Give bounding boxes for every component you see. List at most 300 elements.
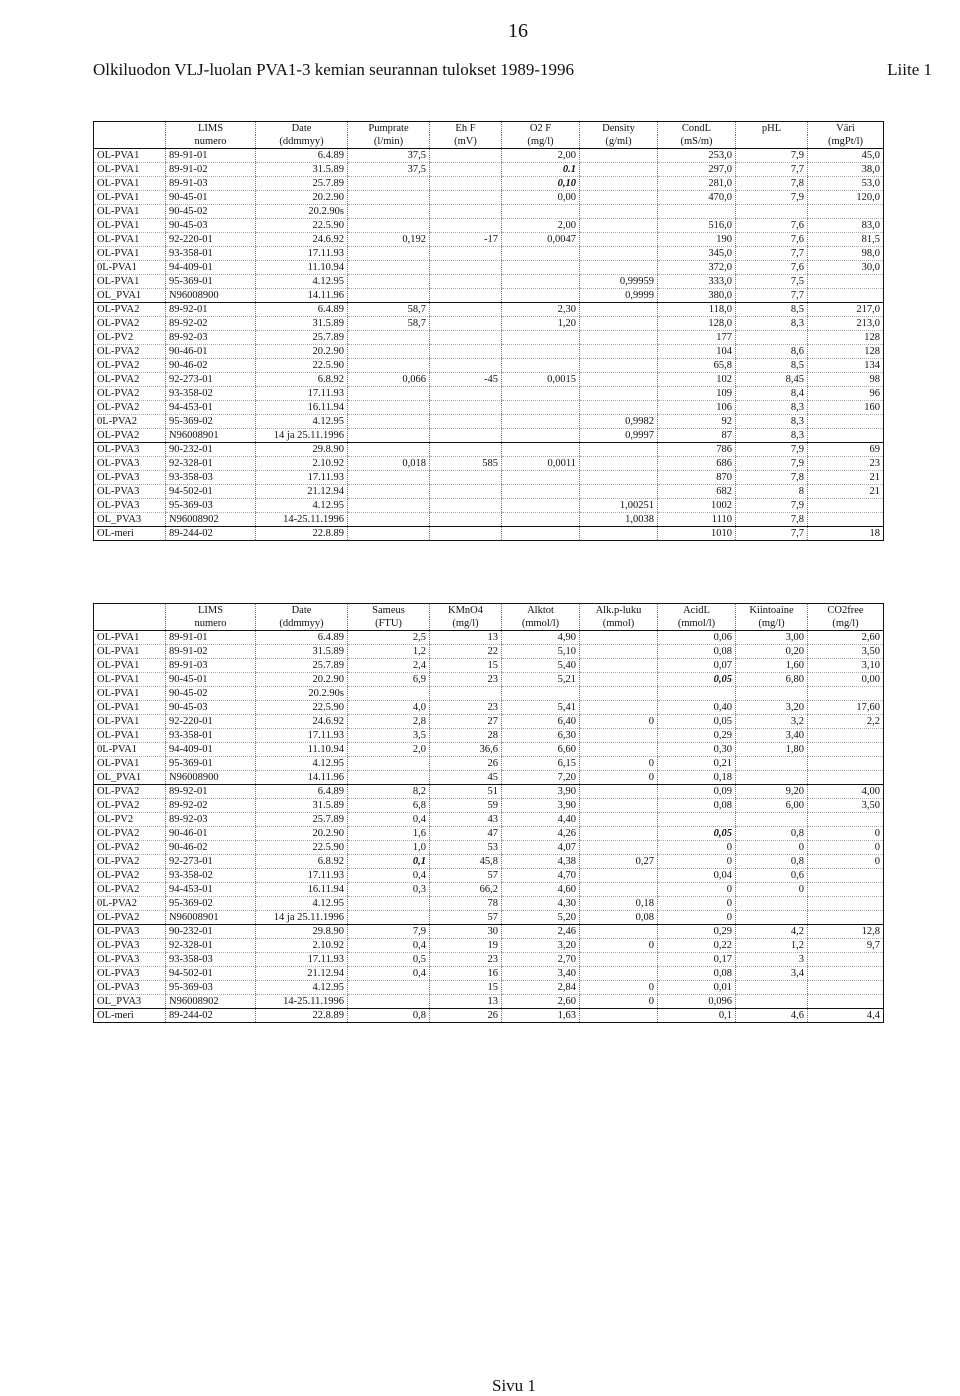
table-cell: 2,46 (502, 925, 580, 939)
table-cell: -45 (430, 373, 502, 387)
table-cell: 15 (430, 981, 502, 995)
table-cell (808, 771, 884, 785)
table-cell: 682 (658, 485, 736, 499)
table-cell: 29.8.90 (256, 925, 348, 939)
header-cell: (mS/m) (658, 135, 736, 149)
table-cell: 213,0 (808, 317, 884, 331)
table-cell: 90-46-02 (166, 841, 256, 855)
table-cell: OL-PVA2 (94, 317, 166, 331)
table-cell (348, 513, 430, 527)
table-cell: 1010 (658, 527, 736, 541)
table-cell: 83,0 (808, 219, 884, 233)
table-row (94, 219, 884, 233)
table-cell (348, 443, 430, 457)
table-cell (808, 757, 884, 771)
table-cell: 31.5.89 (256, 317, 348, 331)
table-cell (502, 261, 580, 275)
table-cell: 7,9 (736, 457, 808, 471)
table-cell: 30,0 (808, 261, 884, 275)
table-cell: 0,18 (580, 897, 658, 911)
table-cell (430, 317, 502, 331)
table-cell (430, 485, 502, 499)
table-cell: 3,10 (808, 659, 884, 673)
table-row (94, 869, 884, 883)
table-cell: OL-PVA2 (94, 869, 166, 883)
table-cell: 5,40 (502, 659, 580, 673)
table-cell: 297,0 (658, 163, 736, 177)
table-cell: 4.12.95 (256, 981, 348, 995)
table-row (94, 673, 884, 687)
table-cell (502, 275, 580, 289)
table-cell: 8,6 (736, 345, 808, 359)
table-cell: 1,0038 (580, 513, 658, 527)
header-row (94, 617, 884, 631)
table-cell (430, 401, 502, 415)
table-row (94, 925, 884, 939)
table-cell (808, 205, 884, 219)
table-cell: 1,60 (736, 659, 808, 673)
header-cell: (FTU) (348, 617, 430, 631)
table-cell (580, 925, 658, 939)
header-cell (736, 135, 808, 149)
table-cell: 0,21 (658, 757, 736, 771)
table-cell: 8 (736, 485, 808, 499)
table-row (94, 995, 884, 1009)
header-cell: Eh F (430, 122, 502, 136)
table-cell: 217,0 (808, 303, 884, 317)
table-cell: OL-meri (94, 527, 166, 541)
table-cell (808, 967, 884, 981)
table-cell: OL-PVA2 (94, 911, 166, 925)
table-cell (808, 275, 884, 289)
table-cell: 89-91-02 (166, 645, 256, 659)
table-cell: 0,22 (658, 939, 736, 953)
table-cell (808, 911, 884, 925)
table-measurements-1 (93, 121, 884, 541)
table-cell: 0 (736, 841, 808, 855)
table-cell: 1,63 (502, 1009, 580, 1023)
table-cell: OL-PVA1 (94, 275, 166, 289)
table-cell (502, 429, 580, 443)
table-cell: 0.1 (502, 163, 580, 177)
table-cell (348, 485, 430, 499)
table-cell: 95-369-03 (166, 981, 256, 995)
table-cell: N96008900 (166, 771, 256, 785)
table-cell (580, 701, 658, 715)
header-cell (94, 135, 166, 149)
table-cell: 14.11.96 (256, 289, 348, 303)
table-cell (502, 499, 580, 513)
table-cell: 4,30 (502, 897, 580, 911)
table-cell: 90-45-03 (166, 219, 256, 233)
table-cell: 1,00251 (580, 499, 658, 513)
table-cell (502, 415, 580, 429)
table-cell: OL-PVA2 (94, 373, 166, 387)
table-cell (658, 687, 736, 701)
table-cell: 17,60 (808, 701, 884, 715)
table-cell (348, 757, 430, 771)
table-cell: 0,10 (502, 177, 580, 191)
table-cell (430, 205, 502, 219)
table-cell: OL-PVA2 (94, 855, 166, 869)
table-row (94, 373, 884, 387)
table-cell: OL-PVA1 (94, 191, 166, 205)
table-cell (808, 883, 884, 897)
table-row (94, 443, 884, 457)
table-cell (580, 631, 658, 645)
table-cell: 22.5.90 (256, 841, 348, 855)
header-cell: Sameus (348, 604, 430, 618)
table-cell: 24.6.92 (256, 715, 348, 729)
table-cell: 27 (430, 715, 502, 729)
table-cell: 3,00 (736, 631, 808, 645)
table-row (94, 149, 884, 163)
table-cell: 128 (808, 345, 884, 359)
table-cell: 0 (580, 981, 658, 995)
table-cell: 58,7 (348, 303, 430, 317)
table-cell: 2,4 (348, 659, 430, 673)
table-cell (580, 191, 658, 205)
table-cell: 0 (658, 911, 736, 925)
table-cell (502, 471, 580, 485)
table-cell: 2,60 (808, 631, 884, 645)
table-cell: 7,9 (348, 925, 430, 939)
table-cell: 5,41 (502, 701, 580, 715)
table-cell: 7,7 (736, 163, 808, 177)
table-cell: 106 (658, 401, 736, 415)
table-cell: 7,5 (736, 275, 808, 289)
table-cell: 36,6 (430, 743, 502, 757)
table-cell: 20.2.90 (256, 191, 348, 205)
table-cell: 0,05 (658, 715, 736, 729)
table-cell (580, 687, 658, 701)
table-cell: 372,0 (658, 261, 736, 275)
table-cell: 0 (808, 841, 884, 855)
table-cell: 2,0 (348, 743, 430, 757)
table-cell: 1,20 (502, 317, 580, 331)
table-cell: 38,0 (808, 163, 884, 177)
table-cell: 6,40 (502, 715, 580, 729)
table-cell: OL-PVA3 (94, 953, 166, 967)
table-cell: OL-PVA3 (94, 925, 166, 939)
table-cell: 0,06 (658, 631, 736, 645)
table-cell (808, 687, 884, 701)
table-cell: 6.8.92 (256, 855, 348, 869)
table-cell: OL-PVA1 (94, 205, 166, 219)
table-cell: 7,8 (736, 177, 808, 191)
table-cell: 102 (658, 373, 736, 387)
table-cell: 0,29 (658, 925, 736, 939)
table-cell: 93-358-01 (166, 247, 256, 261)
table-cell (580, 841, 658, 855)
page-number: 16 (508, 20, 528, 42)
header-cell: LIMS (166, 122, 256, 136)
table-cell: 0,4 (348, 813, 430, 827)
table-cell: 17.11.93 (256, 953, 348, 967)
header-cell: Date (256, 122, 348, 136)
table-row (94, 275, 884, 289)
table-cell: 4.12.95 (256, 499, 348, 513)
table-cell (580, 233, 658, 247)
table-cell (658, 813, 736, 827)
table-cell (736, 757, 808, 771)
table-cell: 92-328-01 (166, 939, 256, 953)
table-row (94, 261, 884, 275)
table-cell: 2,30 (502, 303, 580, 317)
table-cell: 25.7.89 (256, 813, 348, 827)
table-cell: 0,6 (736, 869, 808, 883)
table-row (94, 177, 884, 191)
table-cell: 18 (808, 527, 884, 541)
table-cell: 94-453-01 (166, 401, 256, 415)
table-cell: 22.8.89 (256, 1009, 348, 1023)
table-cell (502, 401, 580, 415)
table-cell: 31.5.89 (256, 163, 348, 177)
table-cell: 3,90 (502, 799, 580, 813)
table-cell: 2,5 (348, 631, 430, 645)
table-cell (348, 275, 430, 289)
table-row (94, 967, 884, 981)
table-cell: 3,50 (808, 799, 884, 813)
table-cell (808, 897, 884, 911)
table-cell: 65,8 (658, 359, 736, 373)
table-row (94, 687, 884, 701)
table-row (94, 911, 884, 925)
header-cell: numero (166, 617, 256, 631)
header-cell: KMnO4 (430, 604, 502, 618)
table-cell: 14.11.96 (256, 771, 348, 785)
table-row (94, 771, 884, 785)
table-cell: 8,5 (736, 359, 808, 373)
table-cell: 104 (658, 345, 736, 359)
table-cell: 89-244-02 (166, 527, 256, 541)
table-cell (348, 687, 430, 701)
table-cell: OL-PVA1 (94, 149, 166, 163)
table-cell (430, 163, 502, 177)
table-cell: 26 (430, 757, 502, 771)
table-cell: OL-PVA2 (94, 429, 166, 443)
table-cell: 90-45-01 (166, 673, 256, 687)
table-cell: 0,4 (348, 939, 430, 953)
table-cell (348, 247, 430, 261)
table-cell: 516,0 (658, 219, 736, 233)
table-cell (580, 869, 658, 883)
table-cell: 4,26 (502, 827, 580, 841)
table-cell (580, 303, 658, 317)
table-cell: 95-369-02 (166, 897, 256, 911)
table-cell: 0,5 (348, 953, 430, 967)
table-row (94, 855, 884, 869)
table-cell: 7,8 (736, 471, 808, 485)
table-cell (580, 645, 658, 659)
table-cell (348, 499, 430, 513)
table-cell: 0,00 (502, 191, 580, 205)
table-cell (808, 415, 884, 429)
table-cell: 89-92-03 (166, 331, 256, 345)
table-cell: 0L-PVA1 (94, 261, 166, 275)
appendix-label: Liite 1 (887, 60, 932, 79)
table-cell: 3,2 (736, 715, 808, 729)
table-cell: 4,2 (736, 925, 808, 939)
table-cell: 22.8.89 (256, 527, 348, 541)
table-cell: OL-PV2 (94, 813, 166, 827)
table-cell: 6.8.92 (256, 373, 348, 387)
table-row (94, 883, 884, 897)
table-cell: 17.11.93 (256, 387, 348, 401)
table-cell: 94-409-01 (166, 743, 256, 757)
table-cell (430, 191, 502, 205)
table-cell: OL-PVA3 (94, 967, 166, 981)
table-cell: 26 (430, 1009, 502, 1023)
table-cell: OL-PVA2 (94, 401, 166, 415)
table-cell: 22.5.90 (256, 359, 348, 373)
table-cell: 6.4.89 (256, 149, 348, 163)
table-cell: 0,3 (348, 883, 430, 897)
table-cell: OL-PVA3 (94, 471, 166, 485)
table-cell (580, 485, 658, 499)
header-cell: O2 F (502, 122, 580, 136)
table-cell (348, 471, 430, 485)
table-cell (580, 443, 658, 457)
table-cell (808, 499, 884, 513)
table-cell: 14-25.11.1996 (256, 513, 348, 527)
table-cell (502, 387, 580, 401)
header-cell: (mg/l) (736, 617, 808, 631)
table-cell (502, 289, 580, 303)
table-cell: 45,8 (430, 855, 502, 869)
table-cell: 4.12.95 (256, 897, 348, 911)
header-cell: (g/ml) (580, 135, 658, 149)
table-cell (736, 995, 808, 1009)
table-cell (580, 163, 658, 177)
table-cell: 380,0 (658, 289, 736, 303)
table-cell: 25.7.89 (256, 177, 348, 191)
table-cell: 134 (808, 359, 884, 373)
table-cell: OL-PVA1 (94, 177, 166, 191)
table-cell: 43 (430, 813, 502, 827)
table-cell (502, 443, 580, 457)
table-row (94, 1009, 884, 1023)
table-cell: OL-PV2 (94, 331, 166, 345)
table-cell: 95-369-03 (166, 499, 256, 513)
table-cell: 89-92-01 (166, 785, 256, 799)
table-cell: 0,4 (348, 869, 430, 883)
table-cell: 8,3 (736, 317, 808, 331)
table-cell: 0 (658, 855, 736, 869)
table-cell: 17.11.93 (256, 247, 348, 261)
table-cell: N96008902 (166, 513, 256, 527)
table-cell: 12,8 (808, 925, 884, 939)
table-row (94, 429, 884, 443)
table-cell: N96008900 (166, 289, 256, 303)
table-cell: 4.12.95 (256, 275, 348, 289)
table-row (94, 981, 884, 995)
table-cell: 0,9997 (580, 429, 658, 443)
table-cell (430, 289, 502, 303)
table-cell: 93-358-03 (166, 471, 256, 485)
table-cell: 0,0011 (502, 457, 580, 471)
table-cell: 11.10.94 (256, 261, 348, 275)
table-cell (736, 981, 808, 995)
table-cell: 0L-PVA1 (94, 743, 166, 757)
table-cell (348, 387, 430, 401)
table-cell: OL-PVA2 (94, 387, 166, 401)
table-cell: 20.2.90 (256, 827, 348, 841)
table-cell (580, 261, 658, 275)
table-cell (502, 485, 580, 499)
table-cell: 7,6 (736, 219, 808, 233)
table-cell: 0L-PVA2 (94, 415, 166, 429)
table-cell: 5,21 (502, 673, 580, 687)
table-cell (430, 247, 502, 261)
table-cell: 0,192 (348, 233, 430, 247)
table-cell: 0,09 (658, 785, 736, 799)
table-cell: 3,20 (736, 701, 808, 715)
table-cell: 25.7.89 (256, 331, 348, 345)
table-cell: 1002 (658, 499, 736, 513)
table-cell: 90-46-01 (166, 827, 256, 841)
table-cell: 28 (430, 729, 502, 743)
table-cell: OL-PVA1 (94, 729, 166, 743)
table-cell: 19 (430, 939, 502, 953)
table-cell: N96008901 (166, 911, 256, 925)
table-cell (580, 659, 658, 673)
table-cell: OL_PVA1 (94, 771, 166, 785)
table-cell (736, 813, 808, 827)
table-cell (580, 345, 658, 359)
table-cell: 0,00 (808, 673, 884, 687)
table-cell: 7,9 (736, 149, 808, 163)
header-row (94, 122, 884, 136)
table-cell: 58,7 (348, 317, 430, 331)
table-row (94, 827, 884, 841)
header-cell: (ddmmyy) (256, 135, 348, 149)
table-cell (502, 513, 580, 527)
table-cell: 0,0015 (502, 373, 580, 387)
table-cell: OL-PVA3 (94, 443, 166, 457)
table-cell: 1,0 (348, 841, 430, 855)
table-row (94, 191, 884, 205)
table-cell (348, 177, 430, 191)
table-cell: 21 (808, 485, 884, 499)
table-cell (502, 205, 580, 219)
table-cell: OL-PVA1 (94, 233, 166, 247)
table-cell (736, 205, 808, 219)
table-cell (348, 911, 430, 925)
table-cell: 0,096 (658, 995, 736, 1009)
table-cell: 6,9 (348, 673, 430, 687)
table-cell: 0,4 (348, 967, 430, 981)
table-cell: 7,6 (736, 233, 808, 247)
table-cell: 8,45 (736, 373, 808, 387)
table-cell: 22.5.90 (256, 219, 348, 233)
table-cell: 8,3 (736, 401, 808, 415)
table-cell (430, 387, 502, 401)
table-cell: 90-45-03 (166, 701, 256, 715)
header-cell: Väri (808, 122, 884, 136)
header-cell: (l/min) (348, 135, 430, 149)
table-cell: 3,40 (736, 729, 808, 743)
table-cell (580, 457, 658, 471)
table-row (94, 729, 884, 743)
table-cell: 7,9 (736, 499, 808, 513)
table-cell: OL-PVA2 (94, 785, 166, 799)
table-cell (430, 687, 502, 701)
table-cell: OL-PVA2 (94, 799, 166, 813)
header-cell: CondL (658, 122, 736, 136)
table-cell: 2,84 (502, 981, 580, 995)
table-row (94, 415, 884, 429)
